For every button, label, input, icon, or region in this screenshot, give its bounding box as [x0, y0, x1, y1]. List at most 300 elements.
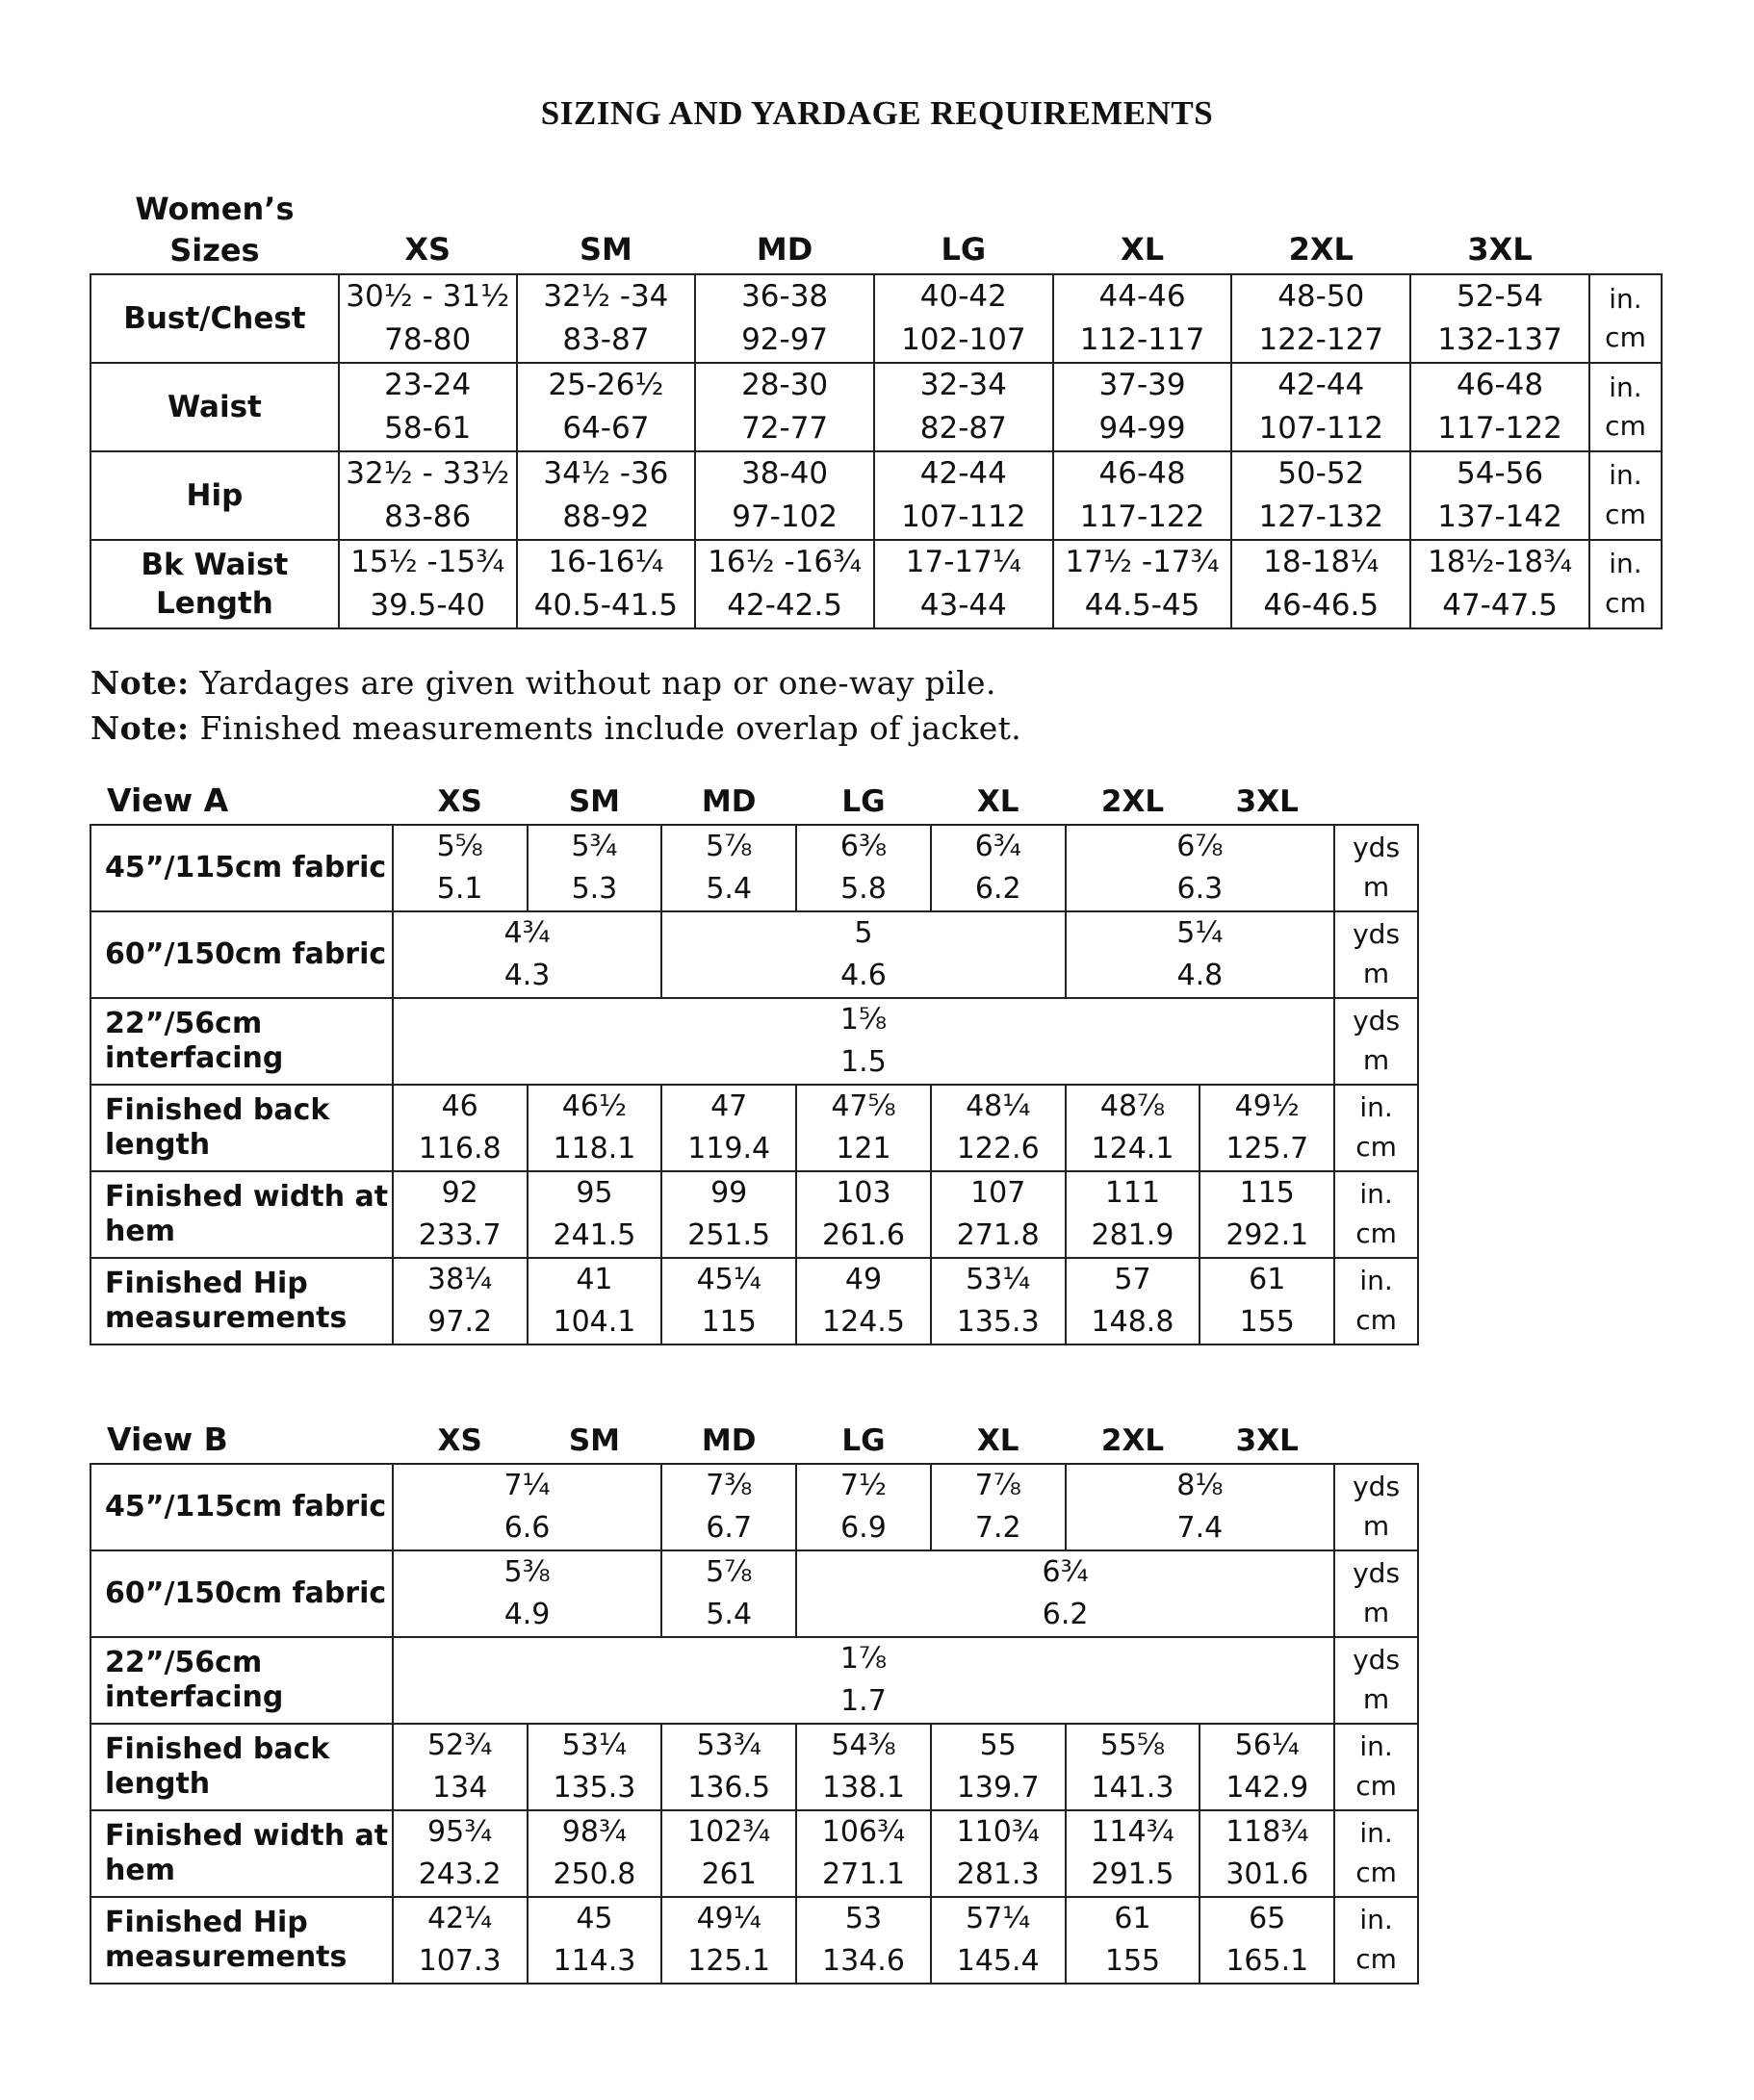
yardage-cell [796, 1550, 1334, 1637]
cm-value: 83-86 [384, 499, 472, 535]
womens-sizes-table [90, 189, 1663, 629]
measure-cell [874, 540, 1053, 628]
note-label: Note: [90, 709, 190, 747]
cm-value: 114.3 [553, 1943, 636, 1978]
inch-value: 38¼ [427, 1263, 493, 1297]
unit-cell [1589, 363, 1662, 451]
measurement-row [90, 1724, 1418, 1810]
measure-cell [1231, 451, 1410, 540]
row-label-line: length [105, 1766, 211, 1801]
measure-cell [339, 451, 517, 540]
unit-yds: yds [1353, 832, 1401, 864]
measure-cell [796, 1085, 931, 1171]
interfacing-row [90, 998, 1418, 1085]
row-label-line: Bust/Chest [123, 301, 306, 337]
cm-value: 40.5-41.5 [533, 587, 679, 623]
meters-value: 7.4 [1176, 1510, 1224, 1545]
unit-cell [1589, 451, 1662, 540]
inch-value: 46-48 [1457, 368, 1544, 403]
measure-cell [695, 451, 874, 540]
row-label-line: measurements [105, 1300, 348, 1335]
row-label [90, 274, 339, 363]
unit-in: in. [1359, 1265, 1393, 1297]
inch-value: 115 [1239, 1176, 1295, 1211]
row-label [90, 1258, 393, 1345]
inch-value: 42-44 [919, 456, 1007, 492]
unit-cell [1334, 1724, 1418, 1810]
cm-value: 72-77 [741, 411, 829, 447]
yardage-cell [661, 911, 1065, 998]
unit-in: in. [1359, 1091, 1393, 1124]
page-title: SIZING AND YARDAGE REQUIREMENTS [540, 94, 1214, 132]
header-line: Sizes [169, 232, 260, 269]
inch-value: 48-50 [1277, 279, 1365, 315]
yards-value: 1⅞ [839, 1642, 888, 1677]
inch-value: 99 [710, 1176, 748, 1211]
yards-value: 7½ [839, 1469, 888, 1503]
size-header-2xl: 2XL [1288, 230, 1354, 268]
row-label: 45”/115cm fabric [90, 825, 393, 911]
measure-cell [517, 274, 696, 363]
meters-value: 5.4 [706, 871, 753, 906]
measure-cell [695, 540, 874, 628]
size-header-lg: LG [941, 230, 987, 268]
measure-cell [1199, 1897, 1334, 1984]
size-header-lg: LG [841, 1422, 886, 1458]
cm-value: 135.3 [956, 1304, 1040, 1339]
inch-value: 57¼ [966, 1902, 1031, 1936]
meters-value: 5.1 [436, 871, 483, 906]
cm-value: 78-80 [384, 322, 472, 358]
row-label [90, 451, 339, 540]
inch-value: 18-18¼ [1263, 545, 1380, 579]
yards-value: 5 [854, 916, 873, 951]
inch-value: 40-42 [919, 279, 1007, 315]
cm-value: 124.5 [822, 1304, 905, 1339]
yardage-cell [393, 825, 528, 911]
inch-value: 37-39 [1098, 368, 1186, 403]
inch-value: 32½ - 33½ [346, 456, 510, 492]
measurement-row [90, 1171, 1418, 1258]
size-header-2xl: 2XL [1100, 1422, 1165, 1458]
inch-value: 53¾ [696, 1729, 761, 1763]
inch-value: 110¾ [956, 1815, 1040, 1850]
unit-m: m [1362, 870, 1390, 903]
measure-cell [931, 1258, 1066, 1345]
row-label-line: hem [105, 1853, 175, 1887]
measure-cell [528, 1258, 662, 1345]
measure-cell [517, 540, 696, 628]
yards-value: 6¾ [974, 830, 1021, 864]
cm-value: 46-46.5 [1263, 587, 1380, 623]
measure-cell [1053, 274, 1232, 363]
cm-value: 82-87 [919, 411, 1007, 447]
cm-value: 250.8 [553, 1857, 636, 1891]
cm-value: 122-127 [1258, 322, 1384, 358]
yardage-cell [661, 825, 796, 911]
unit-yds: yds [1353, 1471, 1401, 1503]
unit-cm: cm [1605, 410, 1646, 443]
measure-cell [393, 1085, 528, 1171]
cm-value: 134 [432, 1770, 488, 1805]
inch-value: 15½ -15¾ [350, 545, 505, 579]
inch-value: 44-46 [1098, 279, 1186, 315]
yardage-cell [796, 825, 931, 911]
inch-value: 49¼ [696, 1902, 761, 1936]
inch-value: 36-38 [741, 279, 829, 315]
measure-cell [661, 1897, 796, 1984]
measure-cell [1053, 540, 1232, 628]
cm-value: 141.3 [1091, 1770, 1174, 1805]
measure-cell [796, 1724, 931, 1810]
yardage-cell [528, 825, 662, 911]
cm-value: 145.4 [956, 1943, 1040, 1978]
header-line: Women’s [135, 191, 295, 227]
meters-value: 6.9 [840, 1510, 887, 1545]
measure-cell [517, 363, 696, 451]
cm-value: 117-122 [1437, 411, 1562, 447]
fabric-60-row [90, 911, 1418, 998]
unit-m: m [1362, 957, 1390, 989]
unit-in: in. [1609, 459, 1642, 492]
cm-value: 243.2 [418, 1857, 502, 1891]
cm-value: 135.3 [553, 1770, 636, 1805]
row-label-line: Finished back [105, 1731, 330, 1766]
cm-value: 104.1 [553, 1304, 636, 1339]
unit-yds: yds [1353, 1005, 1401, 1037]
measure-cell [1066, 1258, 1200, 1345]
inch-value: 54-56 [1457, 456, 1544, 492]
view-title: View A [107, 781, 229, 819]
inch-value: 98¾ [561, 1815, 628, 1850]
inch-value: 114¾ [1091, 1815, 1174, 1850]
cm-value: 102-107 [901, 322, 1026, 358]
unit-m: m [1362, 1043, 1390, 1076]
size-header-lg: LG [841, 783, 886, 819]
unit-m: m [1362, 1682, 1390, 1715]
measure-cell [1410, 540, 1589, 628]
inch-value: 52¾ [427, 1729, 493, 1763]
cm-value: 107.3 [418, 1943, 502, 1978]
cm-value: 261.6 [822, 1217, 905, 1252]
yardage-cell [1066, 1464, 1335, 1550]
size-header-xl: XL [1121, 230, 1165, 268]
measure-cell [393, 1171, 528, 1258]
row-label-line: Waist [167, 390, 262, 425]
unit-cell [1334, 1897, 1418, 1984]
inch-value: 16-16¼ [548, 545, 664, 579]
unit-in: in. [1359, 1730, 1393, 1763]
measure-cell [339, 363, 517, 451]
row-label-line: Finished Hip [105, 1266, 308, 1300]
size-header-xl: XL [976, 783, 1019, 819]
measure-cell [1066, 1897, 1200, 1984]
yards-value: 5¾ [571, 830, 618, 864]
inch-value: 53¼ [966, 1263, 1031, 1297]
yards-value: 5⅞ [706, 1555, 753, 1590]
cm-value: 125.7 [1225, 1131, 1309, 1165]
cm-value: 121 [836, 1131, 891, 1165]
inch-value: 102¾ [687, 1815, 771, 1850]
inch-value: 52-54 [1457, 279, 1544, 315]
cm-value: 301.6 [1225, 1857, 1309, 1891]
inch-value: 32-34 [919, 368, 1007, 403]
measure-cell [661, 1724, 796, 1810]
inch-value: 48¼ [966, 1089, 1031, 1124]
size-header-md: MD [701, 1422, 757, 1458]
measure-cell [393, 1724, 528, 1810]
unit-header [1334, 778, 1418, 825]
measure-cell [1199, 1171, 1334, 1258]
measure-cell [931, 1897, 1066, 1984]
meters-value: 1.7 [840, 1683, 887, 1718]
yardage-cell [393, 1464, 662, 1550]
view-b-table [90, 1417, 1419, 1985]
cm-value: 261 [701, 1857, 757, 1891]
meters-value: 5.3 [571, 871, 618, 906]
cm-value: 148.8 [1091, 1304, 1174, 1339]
cm-value: 97-102 [732, 499, 838, 535]
inch-value: 61 [1249, 1263, 1286, 1297]
inch-value: 16½ -16¾ [708, 545, 863, 579]
row-label [90, 363, 339, 451]
cm-value: 92-97 [741, 322, 829, 358]
unit-cell [1334, 1464, 1418, 1550]
inch-value: 30½ - 31½ [346, 279, 510, 315]
meters-value: 5.4 [706, 1597, 753, 1631]
yards-value: 7⅜ [706, 1469, 753, 1503]
yards-value: 5⅞ [706, 830, 753, 864]
cm-value: 42-42.5 [727, 587, 842, 623]
unit-yds: yds [1353, 918, 1401, 951]
row-label [90, 540, 339, 628]
measure-cell [695, 274, 874, 363]
cm-value: 155 [1104, 1943, 1161, 1978]
meters-value: 1.5 [840, 1044, 887, 1079]
cm-value: 281.9 [1091, 1217, 1174, 1252]
unit-m: m [1362, 1596, 1390, 1628]
measurement-row [90, 1085, 1418, 1171]
yards-value: 4¾ [503, 916, 551, 951]
row-label-line: Bk Waist [141, 547, 289, 582]
measure-cell [528, 1724, 662, 1810]
measure-cell [1231, 540, 1410, 628]
inch-value: 49 [844, 1263, 883, 1297]
row-label [90, 1724, 393, 1810]
view-title: View B [107, 1421, 228, 1458]
measure-cell [796, 1810, 931, 1897]
cm-value: 251.5 [687, 1217, 771, 1252]
cm-value: 112-117 [1079, 322, 1205, 358]
cm-value: 47-47.5 [1442, 587, 1558, 623]
yardage-cell [393, 911, 662, 998]
yards-value: 8⅛ [1176, 1469, 1224, 1503]
measure-cell [796, 1171, 931, 1258]
cm-value: 115 [701, 1304, 757, 1339]
measure-cell [874, 274, 1053, 363]
inch-value: 46 [441, 1089, 478, 1124]
measure-cell [528, 1810, 662, 1897]
inch-value: 53 [844, 1902, 883, 1936]
measure-cell [931, 1171, 1066, 1258]
measure-cell [1066, 1724, 1200, 1810]
inch-value: 50-52 [1277, 456, 1365, 492]
cm-value: 142.9 [1225, 1770, 1309, 1805]
row-label-line: 22”/56cm [105, 1006, 263, 1040]
cm-value: 292.1 [1225, 1217, 1309, 1252]
unit-in: in. [1359, 1904, 1393, 1936]
unit-cm: cm [1355, 1769, 1397, 1802]
inch-value: 45¼ [696, 1263, 761, 1297]
inch-value: 32½ -34 [543, 279, 669, 315]
cm-value: 291.5 [1091, 1857, 1174, 1891]
unit-in: in. [1609, 371, 1642, 403]
unit-header [1334, 1417, 1418, 1464]
row-label-line: hem [105, 1214, 175, 1248]
measure-cell [931, 1724, 1066, 1810]
size-header-2xl: 2XL [1100, 783, 1165, 819]
row-label-line: Finished width at [105, 1818, 389, 1853]
row-label [90, 1637, 393, 1724]
yards-value: 5⅝ [436, 830, 483, 864]
cm-value: 127-132 [1258, 499, 1384, 535]
inch-value: 48⅞ [1099, 1089, 1166, 1124]
note-text: Yardages are given without nap or one-way pile. [199, 664, 996, 702]
measure-cell [339, 540, 517, 628]
inch-value: 23-24 [384, 368, 472, 403]
row-label-line: length [105, 1127, 211, 1162]
measure-cell [1231, 363, 1410, 451]
inch-value: 95 [576, 1176, 613, 1211]
measurement-row [90, 1897, 1418, 1984]
row-label [90, 1897, 393, 1984]
row-label-line: 22”/56cm [105, 1645, 263, 1679]
unit-cell [1334, 825, 1418, 911]
size-header-sm: SM [568, 1422, 621, 1458]
measurement-row [90, 1810, 1418, 1897]
measure-cell [1231, 274, 1410, 363]
yards-value: 5¼ [1176, 916, 1224, 951]
meters-value: 6.2 [974, 871, 1021, 906]
inch-value: 18½-18¾ [1427, 545, 1573, 579]
yards-value: 7⅞ [974, 1469, 1021, 1503]
measure-cell [393, 1897, 528, 1984]
row-label: 45”/115cm fabric [90, 1464, 393, 1550]
row-label [90, 1171, 393, 1258]
cm-value: 241.5 [553, 1217, 636, 1252]
measure-cell [1199, 1085, 1334, 1171]
yardage-cell [796, 1464, 931, 1550]
inch-value: 41 [576, 1263, 613, 1297]
measure-cell [1199, 1810, 1334, 1897]
unit-cm: cm [1355, 1216, 1397, 1249]
unit-in: in. [1609, 282, 1642, 315]
inch-value: 111 [1104, 1176, 1161, 1211]
measure-cell [528, 1897, 662, 1984]
unit-cell [1334, 1550, 1418, 1637]
meters-value: 4.3 [503, 958, 551, 992]
size-header-md: MD [701, 783, 757, 819]
measure-cell [874, 363, 1053, 451]
size-header-xs: XS [437, 783, 482, 819]
cm-value: 44.5-45 [1084, 587, 1200, 623]
meters-value: 7.2 [974, 1510, 1021, 1545]
cm-value: 137-142 [1437, 499, 1562, 535]
cm-value: 43-44 [919, 587, 1007, 623]
yardage-cell [931, 1464, 1066, 1550]
row-label-line: Finished width at [105, 1179, 389, 1214]
inch-value: 54⅜ [831, 1729, 896, 1763]
measure-cell [661, 1171, 796, 1258]
unit-in: in. [1609, 548, 1642, 580]
yards-value: 6⅞ [1176, 830, 1224, 864]
meters-value: 4.6 [840, 958, 887, 992]
inch-value: 28-30 [741, 368, 829, 403]
cm-value: 118.1 [553, 1131, 636, 1165]
unit-cell [1589, 540, 1662, 628]
yardage-cell [661, 1464, 796, 1550]
inch-value: 25-26½ [548, 368, 664, 403]
measure-cell [1066, 1810, 1200, 1897]
measure-cell [393, 1810, 528, 1897]
yardage-cell [1066, 825, 1335, 911]
meters-value: 4.9 [503, 1597, 551, 1631]
table-row [90, 274, 1662, 363]
inch-value: 49½ [1234, 1089, 1300, 1124]
yards-value: 7¼ [503, 1469, 551, 1503]
cm-value: 122.6 [956, 1131, 1040, 1165]
size-header-3xl: 3XL [1235, 783, 1299, 819]
meters-value: 5.8 [840, 871, 887, 906]
cm-value: 132-137 [1437, 322, 1562, 358]
note-2 [90, 709, 1021, 747]
measure-cell [528, 1085, 662, 1171]
cm-value: 271.8 [956, 1217, 1040, 1252]
cm-value: 136.5 [687, 1770, 771, 1805]
inch-value: 47 [710, 1089, 748, 1124]
womens-sizes-header [90, 189, 339, 274]
cm-value: 116.8 [418, 1131, 502, 1165]
measure-cell [1410, 274, 1589, 363]
measure-cell [796, 1258, 931, 1345]
row-label-line: Length [155, 585, 273, 621]
interfacing-row [90, 1637, 1418, 1724]
unit-yds: yds [1353, 1557, 1401, 1590]
unit-cell [1334, 998, 1418, 1085]
cm-value: 155 [1239, 1304, 1295, 1339]
inch-value: 55 [979, 1729, 1017, 1763]
unit-cm: cm [1355, 1303, 1397, 1336]
table-row [90, 540, 1662, 628]
row-label [90, 1810, 393, 1897]
size-header-3xl: 3XL [1467, 230, 1533, 268]
inch-value: 53¼ [561, 1729, 628, 1763]
inch-value: 95¾ [427, 1815, 493, 1850]
measure-cell [528, 1171, 662, 1258]
cm-value: 119.4 [687, 1131, 771, 1165]
view-a-table [90, 778, 1419, 1345]
measure-cell [661, 1810, 796, 1897]
meters-value: 6.3 [1176, 871, 1224, 906]
unit-header [1589, 189, 1662, 274]
row-label-line: measurements [105, 1939, 348, 1974]
cm-value: 83-87 [562, 322, 650, 358]
yards-value: 5⅜ [503, 1555, 551, 1590]
inch-value: 57 [1114, 1263, 1151, 1297]
measure-cell [1410, 363, 1589, 451]
yards-value: 6⅜ [839, 830, 888, 864]
measure-cell [1053, 451, 1232, 540]
